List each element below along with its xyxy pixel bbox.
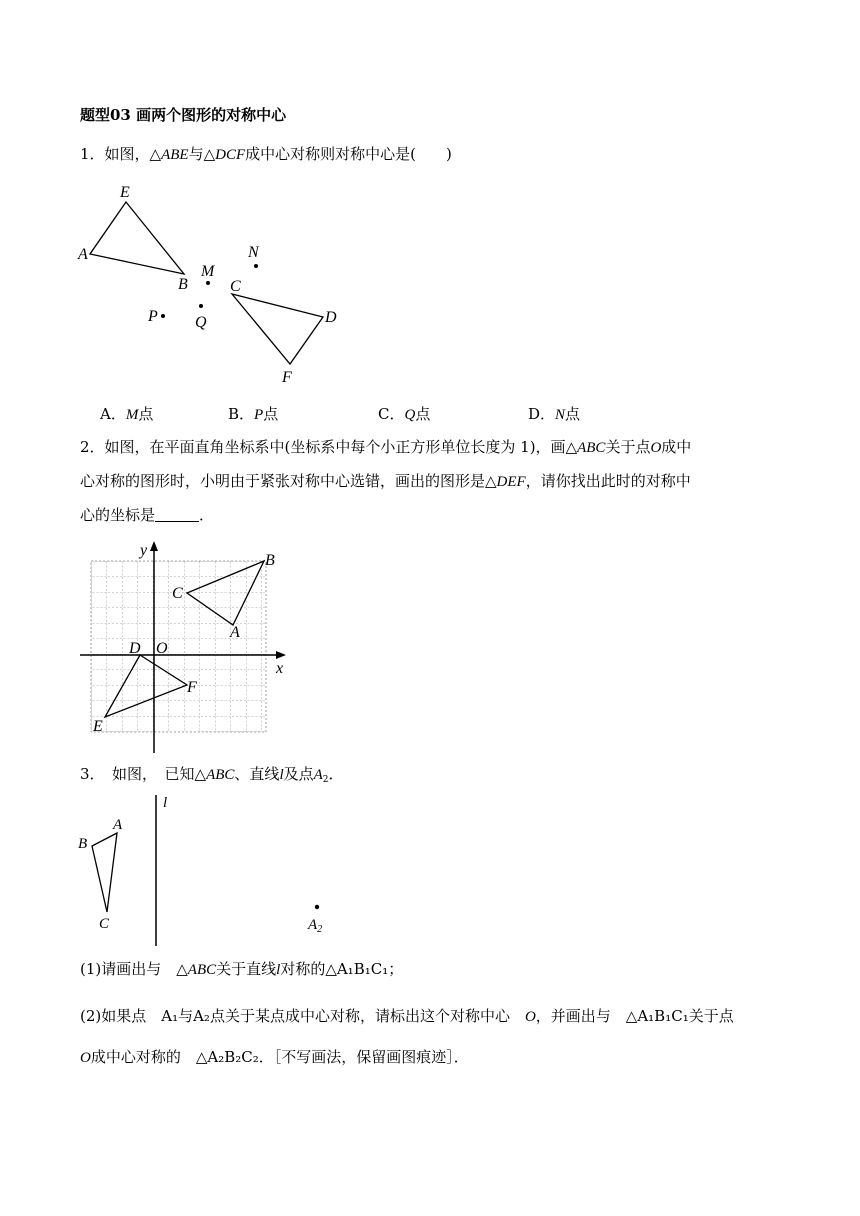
section-title: 题型03 画两个图形的对称中心 xyxy=(80,106,287,124)
q2-label-x: x xyxy=(276,660,284,677)
q1-point-n xyxy=(254,264,258,268)
q2-line3: 心的坐标是 ． xyxy=(80,506,215,524)
q1-point-m xyxy=(206,281,210,285)
q1-triangle-dcf: △DCF xyxy=(203,147,246,163)
q3-stem: 3． 如图， 已知△ABC、直线l及点$A_2$． xyxy=(80,765,344,785)
q2-label-a: A xyxy=(230,624,240,641)
q3-label-c: C xyxy=(99,916,110,932)
q1-triangle-abe: △ABE xyxy=(149,147,189,163)
q1-label-b: B xyxy=(178,276,188,293)
q1-label-n: N xyxy=(248,244,259,261)
q1-stem-post: 成中心对称则对称中心是( ) xyxy=(245,145,452,163)
q1-stem xyxy=(80,143,452,166)
q1-point-p xyxy=(161,314,165,318)
q3-label-b: B xyxy=(78,836,88,852)
q1-label-e: E xyxy=(120,184,130,201)
q1-label-d: D xyxy=(325,309,337,326)
q3-point-a2 xyxy=(315,905,319,909)
q1-triangle-abe-shape xyxy=(90,202,184,274)
q2-coordinate-figure xyxy=(78,535,293,755)
q1-label-q: Q xyxy=(195,314,207,331)
q2-label-c: C xyxy=(172,585,183,602)
q2-label-e: E xyxy=(93,718,103,735)
q2-label-b: B xyxy=(265,552,275,569)
q1-option-c: C．Q点 xyxy=(378,405,431,423)
q1-stem-pre: 1．如图， xyxy=(80,145,150,163)
q3-triangle-abc-shape xyxy=(92,833,117,912)
q3-part1: (1)请画出与 △ABC关于直线l对称的△A₁B₁C₁； xyxy=(80,960,404,978)
q1-label-p: P xyxy=(148,308,158,325)
q1-label-c: C xyxy=(230,278,241,295)
q3-part2-line1: (2)如果点 A₁与A₂点关于某点成中心对称，请标出这个对称中心 O，并画出与 △A₁B₁C₁关于点 xyxy=(80,1007,734,1025)
q2-line2: 心对称的图形时，小明由于紧张对称中心选错，画出的图形是△DEF，请你找出此时的对称中 xyxy=(80,472,691,490)
q2-label-d: D xyxy=(129,640,141,657)
q1-option-d: D．N点 xyxy=(528,405,581,423)
q1-label-a: A xyxy=(78,246,88,263)
q2-x-arrow xyxy=(276,651,286,659)
q1-stem-mid: 与 xyxy=(188,145,204,163)
q3-figure xyxy=(70,790,340,950)
q2-y-arrow xyxy=(150,541,158,551)
q2-triangle-def: △DEF xyxy=(485,474,526,490)
q3-label-a: A xyxy=(113,817,123,833)
q2-label-o: O xyxy=(156,640,168,657)
q2-line1: 2．如图，在平面直角坐标系中(坐标系中每个小正方形单位长度为 1)，画△ABC关于点O成中 xyxy=(80,438,692,456)
q3-label-l: l xyxy=(163,795,168,811)
q2-label-y: y xyxy=(140,542,148,559)
q1-point-q xyxy=(199,304,203,308)
q1-option-b: B．P点 xyxy=(228,405,279,423)
q3-label-a2: $A_2$ xyxy=(308,917,323,935)
q1-label-m: M xyxy=(201,263,215,280)
q1-triangle-dcf-shape xyxy=(232,294,323,364)
q1-figure xyxy=(70,175,360,390)
q2-label-f: F xyxy=(187,679,197,696)
q2-triangle-abc: △ABC xyxy=(565,440,606,456)
q3-part2-line2: O成中心对称的 △A₂B₂C₂．［不写画法，保留画图痕迹］． xyxy=(80,1048,469,1066)
q1-option-a: A．M点 xyxy=(100,405,154,423)
q3-triangle-abc: △ABC xyxy=(194,767,235,783)
q1-label-f: F xyxy=(282,369,292,386)
q2-answer-blank[interactable] xyxy=(155,507,199,522)
